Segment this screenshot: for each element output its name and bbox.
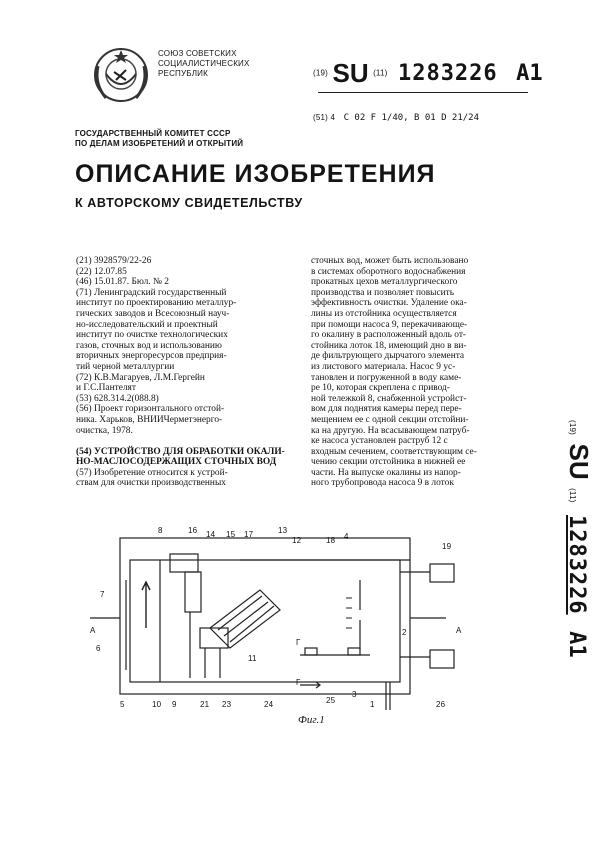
drive-26 — [430, 650, 454, 668]
biblio-line: тий черной металлургии — [76, 361, 175, 372]
abstract-line: ре 10, которая скреплена с привод- — [311, 383, 450, 394]
fig-label: 3 — [352, 690, 357, 699]
fig-label: 12 — [292, 536, 302, 545]
abstract-line: ка на другую. На всасывающем патруб- — [311, 425, 470, 436]
doc-subtitle: К АВТОРСКОМУ СВИДЕТЕЛЬСТВУ — [75, 196, 303, 210]
biblio-column — [76, 256, 306, 489]
id-rule — [318, 92, 528, 93]
abstract-line: производства и позволяет повысить — [311, 287, 454, 298]
fig-label: 23 — [222, 700, 232, 709]
fig-label: 16 — [188, 526, 198, 535]
abstract-column — [311, 256, 526, 489]
biblio-line: но-исследовательский и проектный — [76, 319, 218, 330]
biblio-line: и Г.С.Пантелят — [76, 383, 136, 394]
section-mark: А — [90, 626, 96, 635]
abstract-line: де фильтрующего дырчатого элемента — [311, 351, 465, 362]
patent-id: (19) SU (11) 1283226 A1 — [313, 58, 543, 88]
biblio-line: (46) 15.01.87. Бюл. № 2 — [76, 277, 169, 288]
fig-label: 7 — [100, 590, 105, 599]
biblio-line: вторичных энергоресурсов предприя- — [76, 351, 227, 362]
fig-label: 26 — [436, 700, 446, 709]
fig-label: 9 — [172, 700, 177, 709]
drive-19 — [430, 564, 454, 582]
biblio-line: (21) 3928579/22-26 — [76, 256, 152, 266]
fig-label: 18 — [326, 536, 336, 545]
fig-label: 17 — [244, 530, 254, 539]
abstract-line: из листового материала. Насос 9 ус- — [311, 361, 456, 372]
abstract-line: мещением ее с одной секции отстойни- — [311, 414, 469, 425]
biblio-line: гических заводов и Всесоюзный науч- — [76, 308, 230, 319]
abstract-line: стойника лоток 18, имеющий дно в ви- — [311, 340, 467, 351]
union-name: СОЮЗ СОВЕТСКИХ СОЦИАЛИСТИЧЕСКИХ РЕСПУБЛИК — [158, 49, 250, 78]
biblio-line: газов, сточных вод и использованию — [76, 340, 222, 351]
fig-label: 10 — [152, 700, 162, 709]
fig-label: 5 — [120, 700, 125, 709]
fig-label: 15 — [226, 530, 236, 539]
abstract-line: части. На выпуске окалины из напор- — [311, 467, 461, 478]
biblio-line: (57) Изобретение относится к устрой- — [76, 467, 228, 478]
invention-title: НО-МАСЛОСОДЕРЖАЩИХ СТОЧНЫХ ВОД — [76, 457, 277, 468]
fig-label: 13 — [278, 526, 288, 535]
biblio-line: ствам для очистки производственных — [76, 478, 226, 489]
tank-outline — [120, 538, 410, 694]
fig-label: 14 — [206, 530, 216, 539]
fig-label: 24 — [264, 700, 274, 709]
state-emblem — [92, 44, 150, 106]
abstract-line: эффективность очистки. Удаление ока- — [311, 298, 467, 309]
fig-label: 8 — [158, 526, 163, 535]
abstract-line: ке насоса установлен раструб 12 с — [311, 436, 448, 447]
abstract-line: ной тележкой 8, снабженной устройст- — [311, 393, 467, 404]
biblio-line — [76, 436, 306, 447]
abstract-line: при помощи насоса 9, перекачивающе- — [311, 319, 468, 330]
figure-caption: Фиг.1 — [298, 714, 325, 726]
fig-label: 6 — [96, 644, 101, 653]
section-mark: А — [456, 626, 462, 635]
biblio-line: институт по проектированию металлур- — [76, 298, 237, 309]
fig-label: 21 — [200, 700, 210, 709]
fig-label: 19 — [442, 542, 452, 551]
abstract-line: в системах оборотного водоснабжения — [311, 266, 466, 277]
abstract-line: вом для поднятия камеры перед пере- — [311, 404, 462, 415]
abstract-line: сточных вод, может быть использовано — [311, 256, 469, 266]
biblio-line: институт по очистке технологических — [76, 330, 228, 341]
doc-title: ОПИСАНИЕ ИЗОБРЕТЕНИЯ — [75, 160, 436, 188]
fig-label: 1 — [370, 700, 375, 709]
fig-label: 11 — [248, 654, 257, 663]
biblio-line: (71) Ленинградский государственный — [76, 287, 227, 298]
biblio-line: (22) 12.07.85 — [76, 266, 127, 277]
biblio-line: (56) Проект горизонтального отстой- — [76, 404, 225, 415]
side-stamp: (19) SU (11) 1283226 A1 — [564, 420, 594, 658]
biblio-line: очистка, 1978. — [76, 425, 133, 436]
abstract-line: входным сечением, соответствующим се- — [311, 446, 477, 457]
fig-label: 2 — [402, 628, 407, 637]
abstract-line: прокатных цехов металлургического — [311, 277, 458, 288]
abstract-line: тановлен и погруженной в воду каме- — [311, 372, 462, 383]
biblio-line: ника. Харьков, ВНИИЧерметэнерго- — [76, 414, 223, 425]
figure-1 — [90, 520, 470, 740]
fig-label: Г — [296, 638, 301, 647]
fig-label: Г — [296, 678, 301, 687]
abstract-line: лины из отстойника осуществляется — [311, 308, 457, 319]
abstract-line: го окалину в расположенный вдоль от- — [311, 330, 467, 341]
committee: ГОСУДАРСТВЕННЫЙ КОМИТЕТ СССР ПО ДЕЛАМ ИЗОБРЕТЕНИЙ И ОТКРЫТИЙ — [75, 129, 244, 148]
biblio-line: (53) 628.314.2(088.8) — [76, 393, 159, 404]
fig-label: 4 — [344, 532, 349, 541]
biblio-line: (72) К.В.Магаруев, Л.М.Гергейн — [76, 372, 205, 383]
abstract-line: ного трубопровода насоса 9 в лоток — [311, 478, 454, 489]
fig-label: 25 — [326, 696, 336, 705]
ipc-line: (51) 4 C 02 F 1/40, B 01 D 21/24 — [313, 113, 480, 123]
abstract-line: чению секции отстойника в нижней ее — [311, 457, 466, 468]
invention-title: (54) УСТРОЙСТВО ДЛЯ ОБРАБОТКИ ОКАЛИ- — [76, 446, 285, 457]
